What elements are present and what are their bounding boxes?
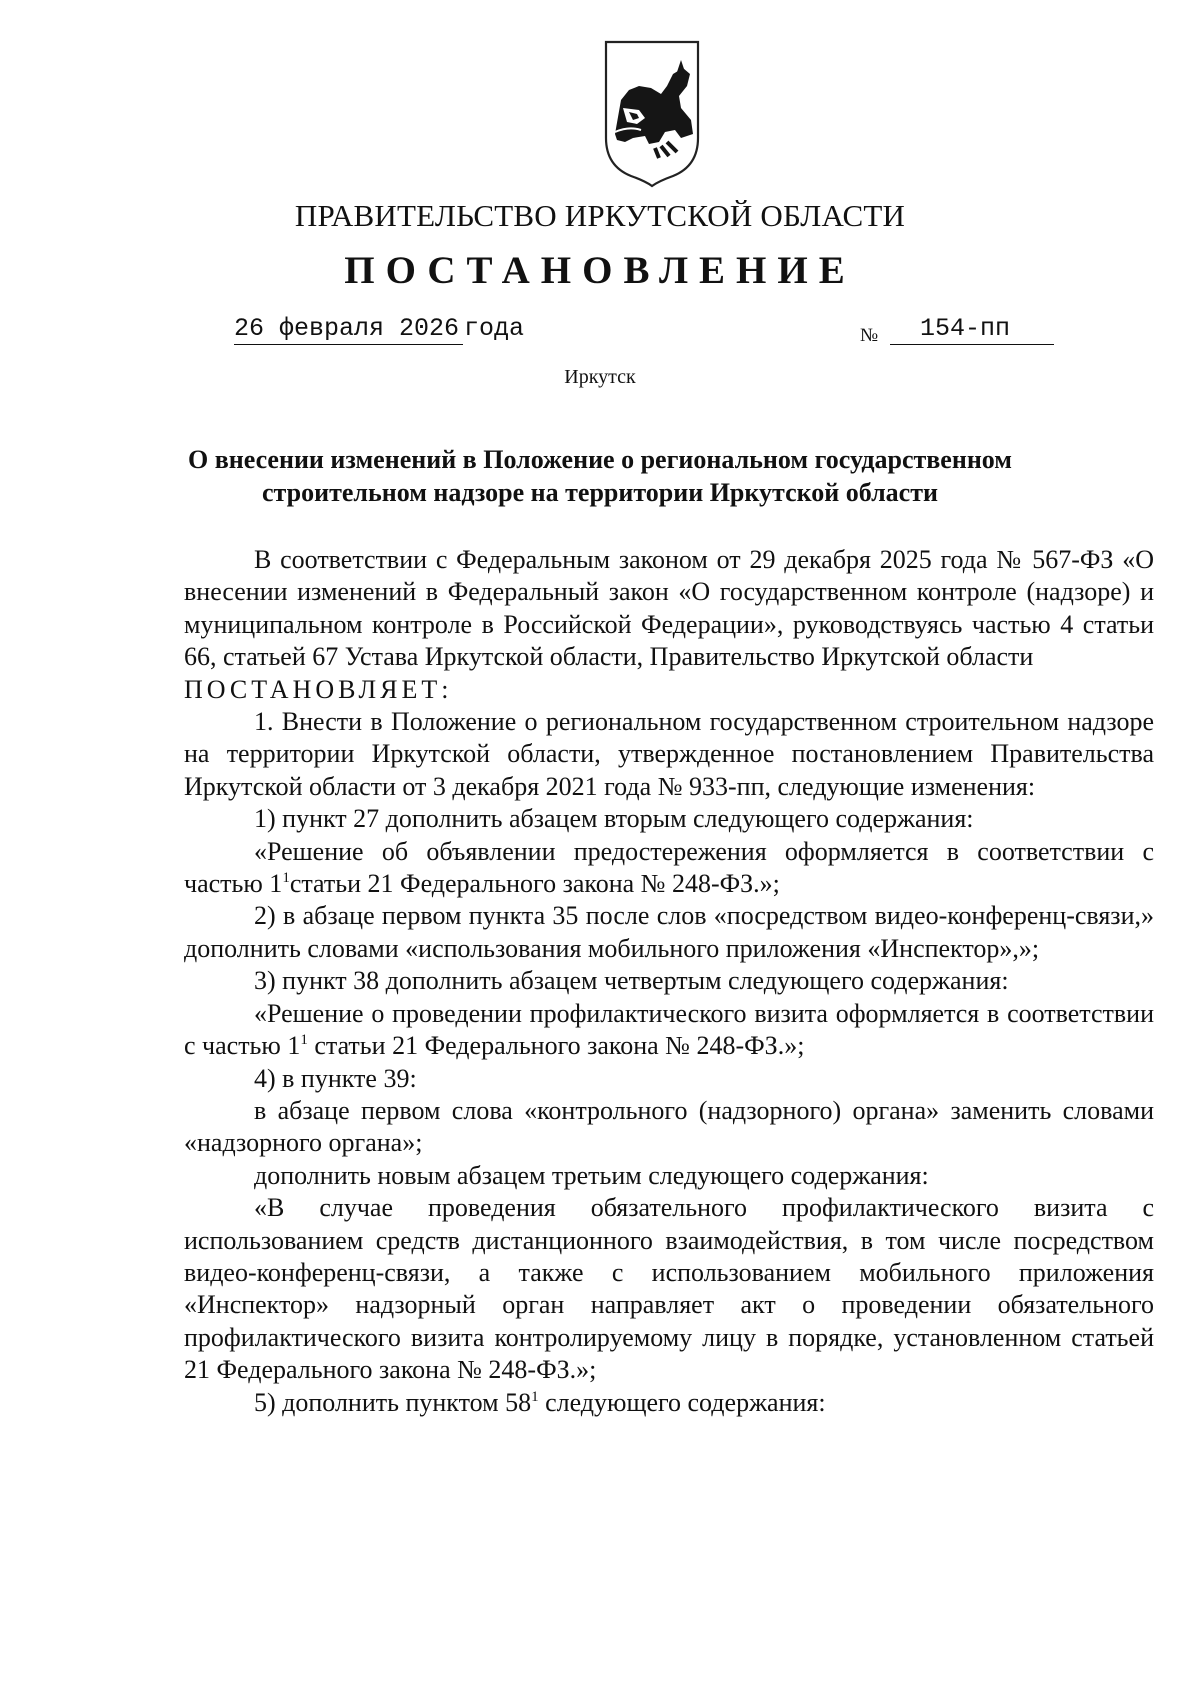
item-2: 2) в абзаце первом пункта 35 после слов «посредством видео-конференц-связи,» дополнить словами «использования мобильного приложения «Инспектор»,»; — [184, 901, 1154, 963]
government-name: ПРАВИТЕЛЬСТВО ИРКУТСКОЙ ОБЛАСТИ — [294, 198, 906, 233]
resolves-word: ПОСТАНОВЛЯЕТ: — [184, 674, 453, 704]
item-4-b: дополнить новым абзацем третьим следующего содержания: — [254, 1160, 929, 1190]
document-title — [0, 443, 1200, 509]
item-1-text-b: статьи 21 Федерального закона № 248-ФЗ.»; — [289, 869, 780, 899]
document-type: ПОСТАНОВЛЕНИЕ — [344, 249, 856, 292]
item-1: 1) пункт 27 дополнить абзацем вторым следующего содержания: — [254, 804, 974, 834]
decree-number: 154-пп — [890, 314, 1054, 345]
item-5-text-b: следующего содержания: — [538, 1387, 826, 1417]
item-4: 4) в пункте 39: — [254, 1063, 417, 1093]
number-sign: № — [860, 325, 879, 346]
preamble: В соответствии с Федеральным законом от 29 декабря 2025 года № 567-ФЗ «О внесении изменений в Федеральный закон «О государственном контроле (надзоре) и муниципальном контроле в Российской Федерации», руководствуясь частью 4 статьи 66, статьей 67 Устава Иркутской области, Правительство Иркутской области — [184, 545, 1154, 672]
item-5-text-a: 5) дополнить пунктом 58 — [254, 1387, 532, 1417]
item-5 — [184, 1387, 1154, 1419]
irkutsk-coat-of-arms-icon — [599, 38, 705, 188]
item-3: 3) пункт 38 дополнить абзацем четвертым следующего содержания: — [254, 966, 1009, 996]
item-5-sup: 1 — [531, 1388, 539, 1405]
item-3-sup: 1 — [300, 1032, 308, 1049]
title-line-1: О внесении изменений в Положение о региональном государственном — [187, 445, 1013, 474]
title-line-2: строительном надзоре на территории Иркутской области — [262, 478, 938, 507]
item-1-text — [184, 836, 1154, 901]
document-body — [184, 544, 1154, 1419]
decree-date-suffix: года — [464, 314, 525, 343]
paragraph-1: 1. Внести в Положение о региональном государственном строительном надзоре на территории Иркутской области, утвержденное постановлением Правительства Иркутской области от 3 декабря 2021 года № 933-пп, следующие изменения: — [184, 707, 1154, 801]
item-3-text-a: «Решение о проведении профилактического визита оформляется в соответствии с частью 1 — [184, 998, 1154, 1061]
item-1-text-a: «Решение об объявлении предостережения оформляется в соответствии с частью 1 — [184, 836, 1154, 899]
item-4-a: в абзаце первом слова «контрольного (надзорного) органа» заменить словами «надзорного органа»; — [184, 1095, 1154, 1158]
item-3-text-b: статьи 21 Федерального закона № 248-ФЗ.»; — [307, 1031, 805, 1061]
item-1-sup: 1 — [282, 870, 290, 887]
item-3-text — [184, 998, 1154, 1063]
item-4-b-text: «В случае проведения обязательного профилактического визита с использованием средств дистанционного взаимодействия, в том числе посредством видео-конференц-связи, а также с использованием мобильного приложения «Инспектор» надзорный орган направляет акт о проведении обязательного профилактического визита контролируемому лицу в порядке, установленном статьей 21 Федерального закона № 248-ФЗ.»; — [184, 1193, 1154, 1385]
city: Иркутск — [564, 366, 636, 388]
decree-date: 26 февраля 2026 — [234, 314, 463, 345]
